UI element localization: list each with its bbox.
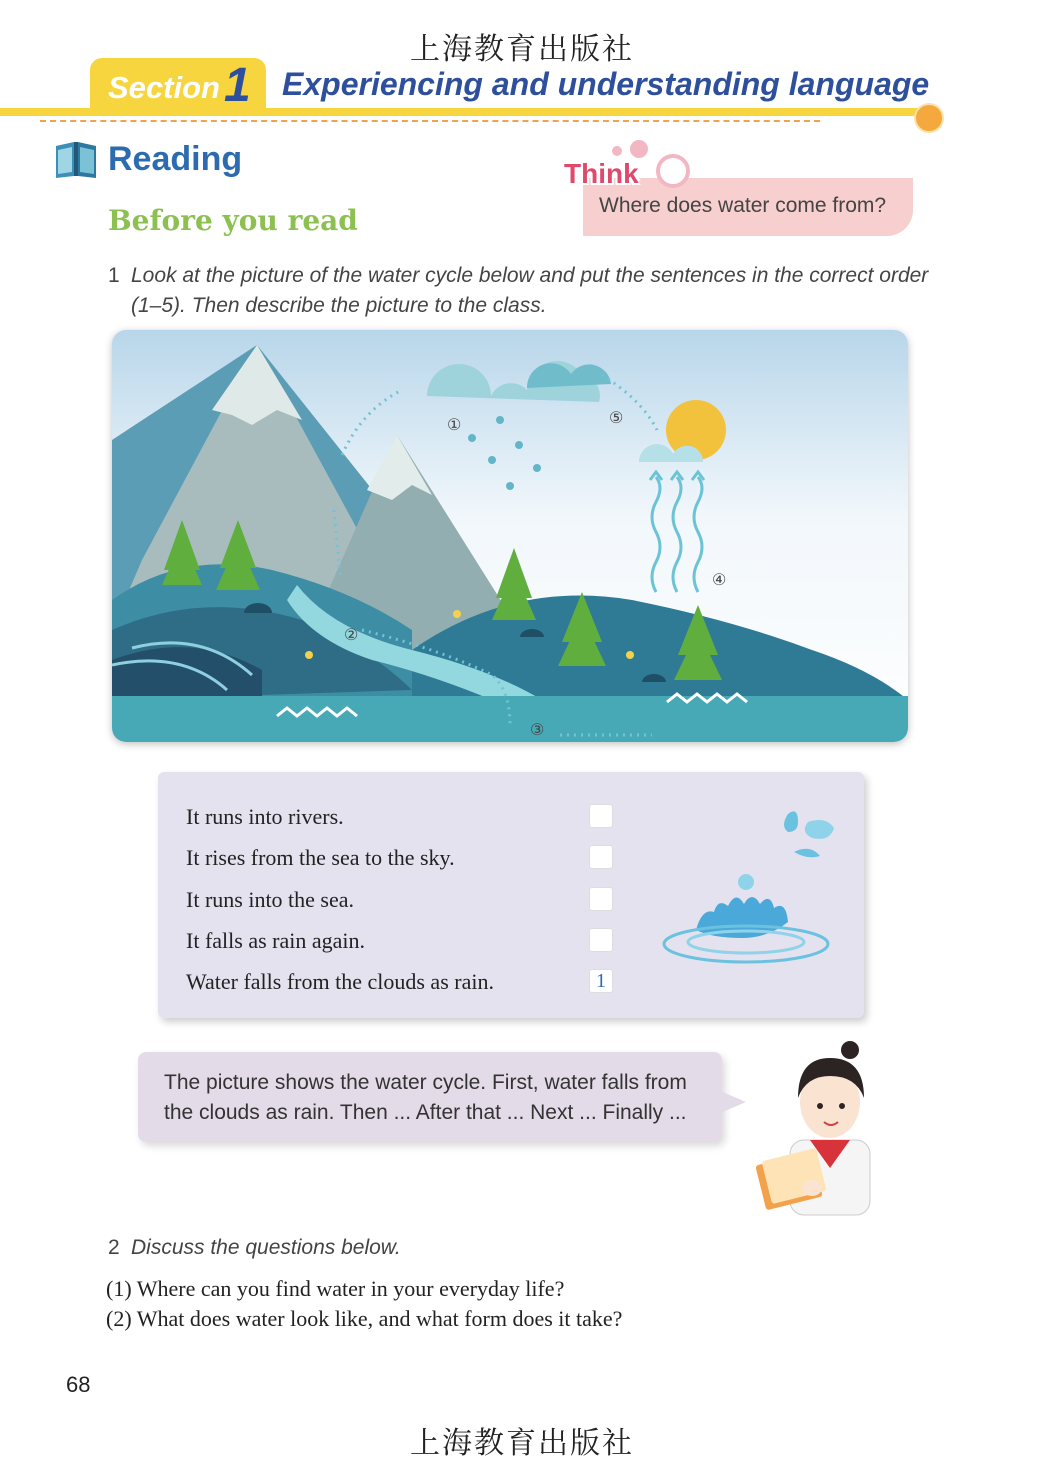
think-bubble-ring (656, 154, 690, 188)
order-answer-box-4[interactable] (589, 928, 613, 952)
speech-text (164, 1068, 724, 1128)
label-step-5: ⑤ (609, 408, 624, 427)
think-label: Think (564, 158, 639, 189)
publisher-name-top: 上海教育出版社 (410, 32, 634, 67)
speech-line-1: The picture shows the water cycle. First, water falls from (164, 1071, 687, 1094)
sentence-5: Water falls from the clouds as rain. (186, 969, 494, 994)
speech-bubble-tail (718, 1090, 746, 1114)
water-cycle-diagram (112, 330, 908, 742)
task2-instruction: Discuss the questions below. (131, 1236, 401, 1259)
student-girl-illustration (750, 1040, 890, 1220)
ordering-box (158, 772, 864, 1018)
section-number: 1 (224, 59, 251, 112)
order-answer-box-2[interactable] (589, 845, 613, 869)
label-step-2: ② (344, 625, 359, 644)
discussion-question-2: (2) What does water look like, and what form does it take? (106, 1306, 623, 1331)
sea (112, 696, 908, 742)
section-tab (90, 58, 266, 114)
label-step-4: ④ (712, 570, 727, 589)
header-dash-line (40, 120, 820, 122)
task1-instruction-line2: (1–5). Then describe the picture to the class. (131, 294, 547, 317)
order-answer-box-3[interactable] (589, 887, 613, 911)
order-answer-box-1[interactable] (589, 804, 613, 828)
page-number: 68 (66, 1372, 91, 1397)
header-dot (914, 103, 944, 133)
sentence-3: It runs into the sea. (186, 887, 355, 912)
sentence-4: It falls as rain again. (186, 928, 365, 953)
speech-bubble (138, 1052, 722, 1142)
publisher-name-bottom: 上海教育出版社 (410, 1426, 634, 1461)
think-bubble-dot (612, 146, 622, 156)
sentence-1: It runs into rivers. (186, 804, 344, 829)
label-step-3: ③ (530, 720, 545, 739)
task2-number: 2 (108, 1236, 120, 1259)
label-step-1: ① (447, 415, 462, 434)
section-title: Experiencing and understanding language (282, 66, 930, 102)
section-word: Section (108, 70, 220, 105)
think-question: Where does water come from? (599, 194, 887, 217)
before-you-read-heading: Before you read (108, 204, 358, 237)
sentence-2: It rises from the sea to the sky. (186, 845, 455, 870)
think-bubble-dot (630, 140, 648, 158)
task1-number: 1 (108, 264, 120, 287)
open-book-icon (52, 140, 100, 180)
order-answer-box-5[interactable]: 1 (589, 969, 613, 993)
discussion-question-1: (1) Where can you find water in your everyday life? (106, 1276, 565, 1301)
speech-line-2: the clouds as rain. Then ... After that ... Next ... Finally ... (164, 1101, 687, 1124)
reading-title: Reading (108, 140, 243, 178)
task1-instruction-line1: Look at the picture of the water cycle below and put the sentences in the correct order (131, 264, 929, 287)
water-cycle-illustration (112, 330, 908, 742)
water-splash-icon (658, 802, 848, 982)
